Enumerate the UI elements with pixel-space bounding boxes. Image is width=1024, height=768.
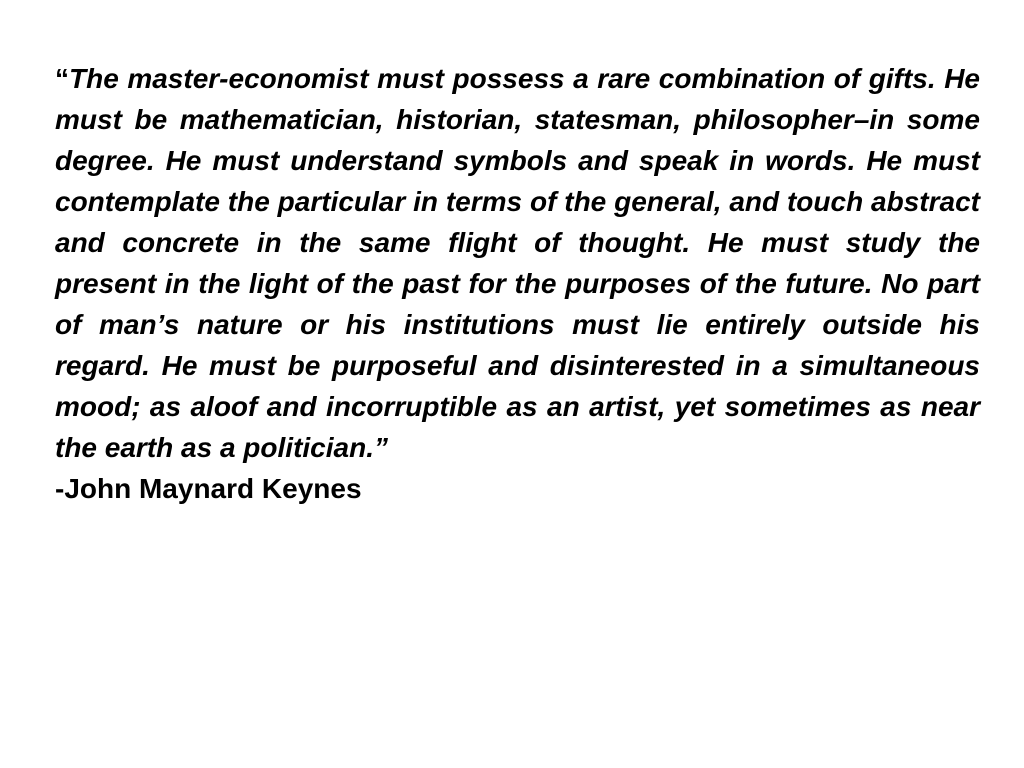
opening-quote-mark: “ <box>55 63 69 94</box>
quote-attribution: -John Maynard Keynes <box>55 473 362 504</box>
quote-text: The master-economist must possess a rare combination of gifts. He must be mathematician, historian, statesman, philosopher–in some degree. He must understand symbols and speak in words. He must contemplate the particular in terms of the general, and touch abstract and concrete in the same flight of thought. He must study the present in the light of the past for the purposes of the future. No part of man’s nature or his institutions must lie entirely outside his regard. He must be purposeful and disinterested in a simultaneous mood; as aloof and incorruptible as an artist, yet sometimes as near the earth as a politician.” <box>55 63 980 463</box>
keynes-quote <box>55 58 980 468</box>
slide-content <box>55 58 980 509</box>
